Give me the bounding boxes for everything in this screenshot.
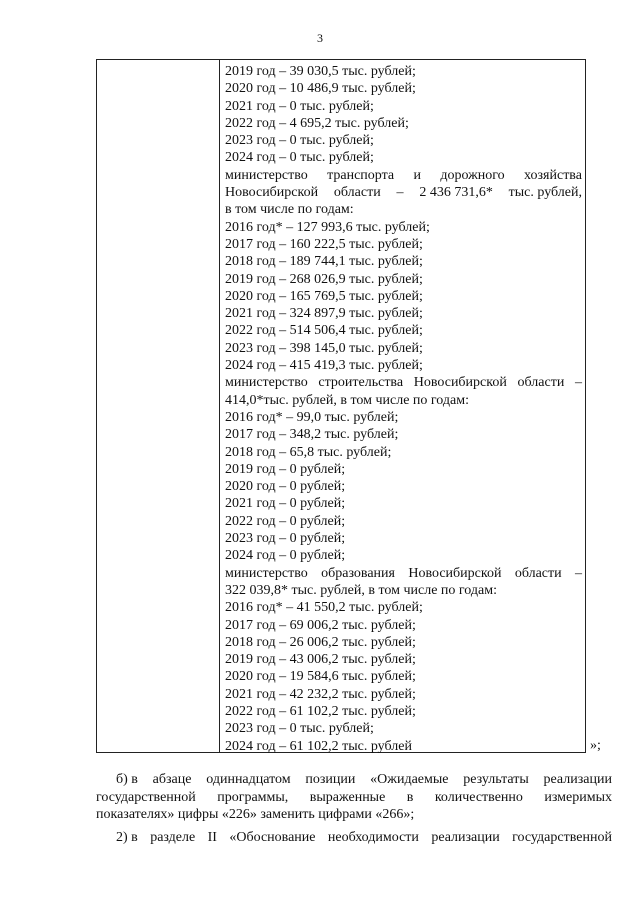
table-line: в том числе по годам: [225, 202, 354, 218]
paragraph-line [96, 771, 612, 789]
table-line: 2020 год – 19 584,6 тыс. рублей; [225, 669, 416, 685]
table-line [225, 184, 582, 201]
table-line: 2023 год – 0 тыс. рублей; [225, 133, 374, 149]
table-line: 2021 год – 0 тыс. рублей; [225, 98, 374, 114]
paragraph-word: б) в [116, 772, 138, 787]
table-line: 2019 год – 43 006,2 тыс. рублей; [225, 652, 416, 668]
table-line: 2023 год – 0 рублей; [225, 531, 346, 547]
table-line: 2021 год – 0 рублей; [225, 496, 346, 512]
table-word: транспорта [327, 167, 395, 183]
paragraph-word: реализации [543, 772, 612, 787]
paragraph-item-2 [96, 829, 612, 847]
table-word: дорожного [440, 167, 505, 183]
table-line [225, 374, 582, 391]
table-word: и [413, 167, 421, 183]
table-word: Новосибирской [225, 185, 319, 201]
table-line: 2019 год – 0 рублей; [225, 461, 346, 477]
paragraph-word: II [207, 830, 217, 845]
table-cell-funding-by-year [225, 63, 582, 755]
table-line: 2018 год – 65,8 тыс. рублей; [225, 444, 392, 460]
table-line: 322 039,8* тыс. рублей, в том числе по годам: [225, 582, 497, 598]
table-line: 2016 год* – 41 550,2 тыс. рублей; [225, 600, 423, 616]
table-word: министерство [225, 375, 308, 391]
table-word: министерство [225, 167, 308, 183]
table-word: – [396, 185, 404, 201]
table-line: 2022 год – 4 695,2 тыс. рублей; [225, 115, 409, 131]
table-line: 2024 год – 61 102,2 тыс. рублей [225, 738, 412, 754]
table-line: 2016 год* – 99,0 тыс. рублей; [225, 409, 399, 425]
paragraph-word: показателях» цифры «226» заменить цифрами «266»; [96, 807, 415, 822]
table-line: 2020 год – 165 769,5 тыс. рублей; [225, 288, 423, 304]
table-word: министерство [225, 565, 308, 581]
table-line: 2018 год – 26 006,2 тыс. рублей; [225, 634, 416, 650]
paragraph-line [96, 829, 612, 847]
table-line [225, 565, 582, 582]
paragraph-line [96, 806, 612, 824]
table-line: 2022 год – 61 102,2 тыс. рублей; [225, 703, 416, 719]
paragraph-word: измеримых [544, 789, 612, 805]
paragraph-word: абзаце [152, 772, 192, 787]
paragraph-item-b [96, 771, 612, 824]
table-word: области [517, 375, 565, 391]
table-word: 2 436 731,6* [419, 185, 493, 201]
paragraph-word: реализации [431, 830, 500, 845]
paragraph-word: результаты [463, 772, 529, 787]
table-word: области [333, 185, 381, 201]
table-line: 2021 год – 324 897,9 тыс. рублей; [225, 306, 423, 322]
paragraph-word: в [406, 789, 414, 805]
table-word: – [575, 565, 582, 581]
paragraph-line [96, 789, 612, 807]
paragraph-word: выраженные [309, 789, 386, 805]
table-line [225, 167, 582, 184]
paragraph-word: государственной [512, 830, 612, 845]
paragraph-word: государственной [96, 789, 196, 805]
table-word: хозяйства [524, 167, 582, 183]
page-number: 3 [317, 31, 323, 45]
closing-quote-mark: »; [590, 738, 601, 753]
table-word: строительства [318, 375, 404, 391]
table-line: 2020 год – 0 рублей; [225, 479, 346, 495]
table-line: 2023 год – 398 145,0 тыс. рублей; [225, 340, 423, 356]
table-line: 2020 год – 10 486,9 тыс. рублей; [225, 81, 416, 97]
paragraph-word: разделе [150, 830, 196, 845]
table-line: 2018 год – 189 744,1 тыс. рублей; [225, 254, 423, 270]
table-line: 2017 год – 160 222,5 тыс. рублей; [225, 236, 423, 252]
table-line: 2017 год – 348,2 тыс. рублей; [225, 427, 399, 443]
paragraph-word: 2) в [116, 830, 138, 845]
table-line: 2016 год* – 127 993,6 тыс. рублей; [225, 219, 430, 235]
table-line: 2022 год – 0 рублей; [225, 513, 346, 529]
table-line: 414,0*тыс. рублей, в том числе по годам: [225, 392, 469, 408]
table-line: 2022 год – 514 506,4 тыс. рублей; [225, 323, 423, 339]
paragraph-word: необходимости [327, 830, 419, 845]
table-line: 2024 год – 415 419,3 тыс. рублей; [225, 358, 423, 374]
paragraph-word: позиции [305, 772, 356, 787]
table-line: 2021 год – 42 232,2 тыс. рублей; [225, 686, 416, 702]
table-column-divider [219, 59, 220, 753]
paragraph-word: программы, [217, 789, 289, 805]
table-line: 2024 год – 0 рублей; [225, 548, 346, 564]
paragraph-word: «Ожидаемые [370, 772, 449, 787]
table-word: области [514, 565, 562, 581]
table-line: 2019 год – 268 026,9 тыс. рублей; [225, 271, 423, 287]
table-line: 2019 год – 39 030,5 тыс. рублей; [225, 64, 416, 79]
table-word: тыс. рублей, [508, 185, 582, 201]
table-line: 2024 год – 0 тыс. рублей; [225, 150, 374, 166]
paragraph-word: одиннадцатом [206, 772, 291, 787]
table-word: Новосибирской [413, 375, 507, 391]
paragraph-word: «Обоснование [229, 830, 316, 845]
table-line: 2023 год – 0 тыс. рублей; [225, 721, 374, 737]
table-word: – [575, 375, 582, 391]
table-word: Новосибирской [408, 565, 502, 581]
table-word: образования [321, 565, 395, 581]
table-line: 2017 год – 69 006,2 тыс. рублей; [225, 617, 416, 633]
paragraph-word: количественно [434, 789, 523, 805]
